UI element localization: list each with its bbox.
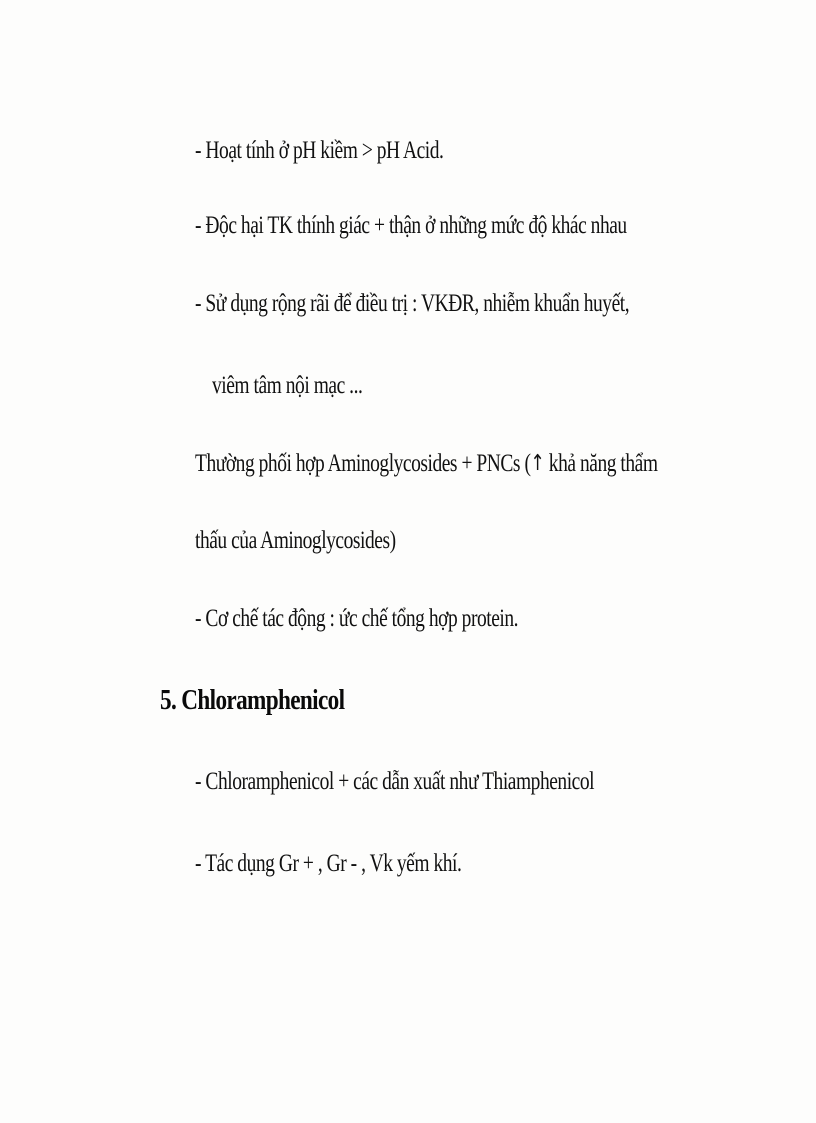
up-arrow-icon: ↑ xyxy=(530,451,545,476)
text-line-combination xyxy=(195,450,658,478)
text-line-mechanism: - Cơ chế tác động : ức chế tổng hợp protein. xyxy=(195,605,519,632)
text-line-toxicity: - Độc hại TK thính giác + thận ở những mức độ khác nhau xyxy=(195,212,627,239)
text-line-endocarditis: viêm tâm nội mạc ... xyxy=(212,372,363,399)
combination-text-start: Thường phối hợp Aminoglycosides + PNCs ( xyxy=(195,450,531,477)
section-heading: 5. Chloramphenicol xyxy=(160,684,345,716)
text-line-penetration: thấu của Aminoglycosides) xyxy=(195,527,396,554)
text-line-ph-activity: - Hoạt tính ở pH kiềm > pH Acid. xyxy=(195,137,444,164)
text-line-derivatives: - Chloramphenicol + các dẫn xuất như Thiamphenicol xyxy=(195,768,595,795)
combination-text-end: khả năng thẩm xyxy=(544,450,658,477)
text-line-usage: - Sử dụng rộng rãi để điều trị : VKĐR, nhiễm khuẩn huyết, xyxy=(195,290,630,317)
text-line-spectrum: - Tác dụng Gr + , Gr - , Vk yếm khí. xyxy=(195,850,462,877)
